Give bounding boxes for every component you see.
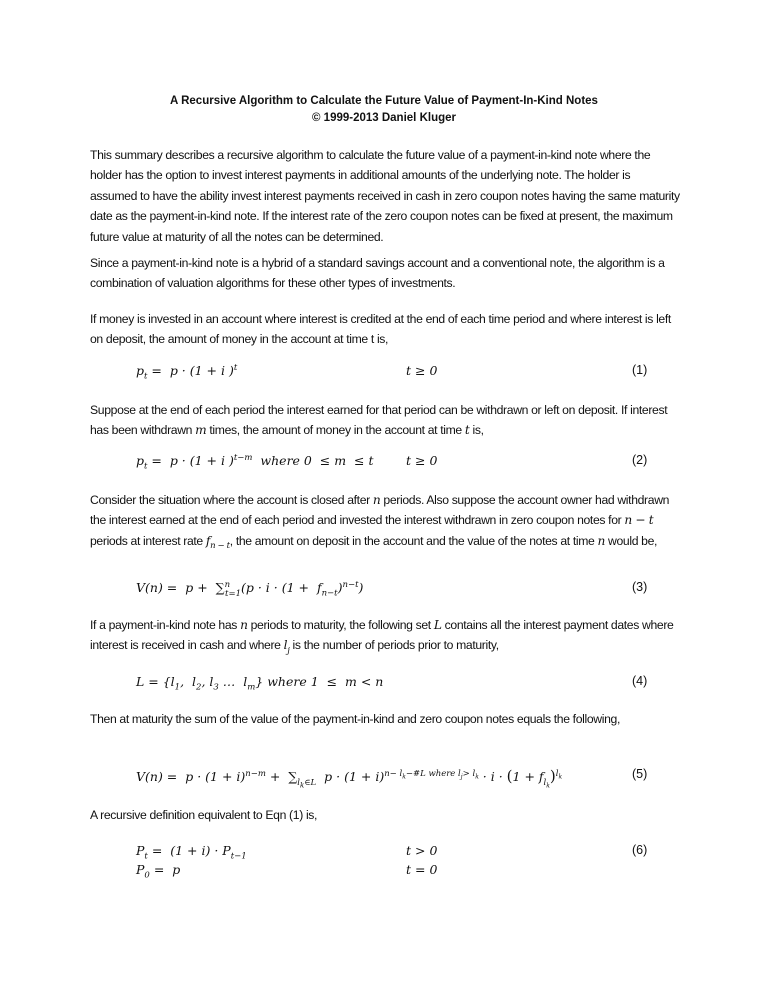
equation-5 [0,767,768,790]
equation-3 [0,580,768,600]
paragraph-interest: If money is invested in an account where interest is credited at the end of each time period and where interest is left on deposit, the amount of money in the account at time t is, [90,312,671,347]
document-title: A Recursive Algorithm to Calculate the Future Value of Payment-In-Kind Notes [170,95,598,107]
equation-1-condition: t ≥ 0 [406,363,438,378]
equation-5-number: (5) [632,767,648,781]
equation-6-condition-1: t > 0 [406,843,438,858]
equation-2-condition: t ≥ 0 [406,453,438,468]
equation-3-expression: $V(n) = p + \sum^n_{t=1}(p \cdot i \cdot (1 + f_{n-t})^{n-t})$ [136,579,364,599]
equation-2-number: (2) [632,453,648,467]
paragraph-hybrid: Since a payment-in-kind note is a hybrid of a standard savings account and a conventional note, the algorithm is a combination of valuation algorithms for these other types of investments. [90,256,665,291]
equation-6-line-2 [0,862,768,882]
equation-3-number: (3) [632,580,648,594]
paragraph-withdrawal: Suppose at the end of each period the interest earned for that period can be withdrawn or left on deposit. If interest has been withdrawn m times, the amount of money in the account at time t is, [90,403,668,438]
equation-4-expression: $L = \{l_1$, $l_2$, $l_3$ … $l_m$} where 1 ≤ m < n [136,674,384,693]
equation-1 [0,363,768,383]
equation-1-expression: $p_t = p \cdot (1 + i$ )$^t$ [136,362,238,382]
paragraph-maturity-sum: Then at maturity the sum of the value of the payment-in-kind and zero coupon notes equals the following, [90,712,620,726]
equation-6-line-1 [0,843,768,863]
paragraph-intro: This summary describes a recursive algorithm to calculate the future value of a payment-in-kind note where the holder has the option to invest interest payments in additional amounts of the underlying note. The holder is assumed to have the ability invest interest payments received in cash in zero coupon notes having the same maturity date as the payment-in-kind note. If the interest rate of the zero coupon notes can be fixed at present, the maximum future value at maturity of all the notes can be determined. [90,148,680,244]
paragraph-pik-set: If a payment-in-kind note has n periods to maturity, the following set L contains all the interest payment dates where interest is received in cash and where $l_j$ is the number of periods prior to maturity, [90,618,674,656]
equation-2 [0,453,768,473]
equation-6-base-case: $P_0 = p$ [136,862,181,881]
copyright-line: © 1999-2013 Daniel Kluger [312,112,456,124]
equation-1-number: (1) [632,363,648,377]
equation-5-expression: $V(n) = p \cdot (1 + i)^{n-m} + \sum_{l_k\in L}$ $p \cdot (1 + i)^{n- l_k-\#L where l_j> l_k} \cdot i \cdot (1 + f_{l_k})^{l_k}$ [136,767,563,790]
equation-2-expression: $p_t = p \cdot (1 + i$ )$^{t-m}$ where 0 ≤ m ≤ t [136,452,374,472]
equation-6-number: (6) [632,843,648,857]
paragraph-recursive-definition: A recursive definition equivalent to Eqn (1) is, [90,808,318,822]
equation-6-condition-2: t = 0 [406,862,438,877]
paragraph-account-closed: Consider the situation where the account is closed after n periods. Also suppose the account owner had withdrawn the interest earned at the end of each period and invested the interest withdrawn in zero coupon notes for n − t periods at interest rate $f_{n - t}$, the amount on deposit in the account and the value of the notes at time n would be, [90,493,670,552]
equation-4-number: (4) [632,674,648,688]
equation-6-recursion: $P_t = (1 + i) \cdot P_{t-1}$ [136,843,247,862]
equation-4 [0,674,768,694]
